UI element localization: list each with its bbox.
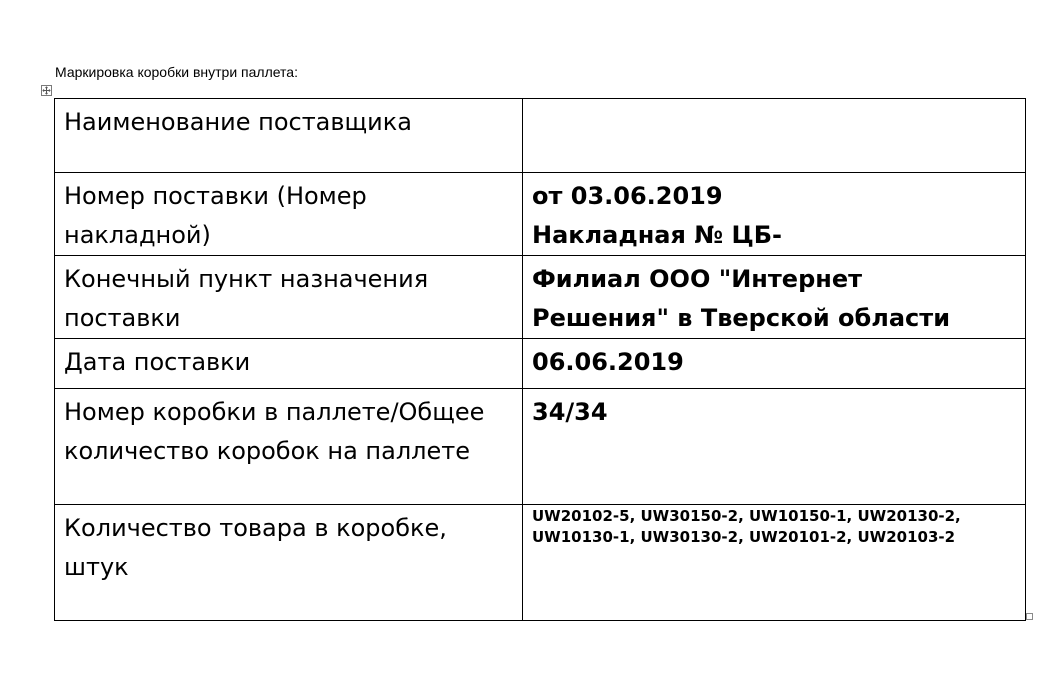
value-text: Решения" в Тверской области: [532, 304, 951, 332]
label-cell-delivery-number[interactable]: [55, 173, 523, 256]
value-cell-destination[interactable]: [523, 256, 1026, 339]
label-cell-supplier-name[interactable]: [55, 99, 523, 173]
value-cell-delivery-number[interactable]: [523, 173, 1026, 256]
label-text: Наименование поставщика: [64, 108, 412, 136]
label-text: Дата поставки: [64, 348, 251, 376]
label-cell-delivery-date[interactable]: [55, 339, 523, 389]
table-row-box-number: [55, 389, 1026, 505]
box-label-table: [54, 98, 1026, 621]
table-row-item-quantity: [55, 505, 1026, 621]
table-row-delivery-number: [55, 173, 1026, 256]
table-move-handle-icon[interactable]: [41, 85, 52, 96]
label-text: штук: [64, 553, 129, 581]
value-cell-supplier-name[interactable]: [523, 99, 1026, 173]
table-resize-handle[interactable]: [1026, 613, 1033, 620]
value-text: 34/34: [532, 398, 608, 426]
document-caption: Маркировка коробки внутри паллета:: [55, 64, 298, 80]
label-text: накладной): [64, 221, 211, 249]
table-row-supplier-name: [55, 99, 1026, 173]
label-cell-destination[interactable]: [55, 256, 523, 339]
label-text: поставки: [64, 304, 181, 332]
value-text: Филиал ООО "Интернет: [532, 265, 863, 293]
value-text: от 03.06.2019: [532, 182, 723, 210]
value-text: Накладная № ЦБ-: [532, 221, 783, 249]
label-cell-box-number[interactable]: [55, 389, 523, 505]
label-text: Номер поставки (Номер: [64, 182, 367, 210]
table-row-destination: [55, 256, 1026, 339]
value-cell-item-quantity[interactable]: [523, 505, 1026, 621]
value-cell-delivery-date[interactable]: [523, 339, 1026, 389]
label-cell-item-quantity[interactable]: [55, 505, 523, 621]
label-text: Номер коробки в паллете/Общее: [64, 398, 485, 426]
label-text: Конечный пункт назначения: [64, 265, 429, 293]
label-text: количество коробок на паллете: [64, 437, 471, 465]
value-text: 06.06.2019: [532, 348, 684, 376]
value-text: UW20102-5, UW30150-2, UW10150-1, UW20130-2,: [532, 507, 961, 525]
value-text: UW10130-1, UW30130-2, UW20101-2, UW20103-2: [532, 528, 956, 546]
label-text: Количество товара в коробке,: [64, 514, 447, 542]
table-row-delivery-date: [55, 339, 1026, 389]
value-cell-box-number[interactable]: [523, 389, 1026, 505]
